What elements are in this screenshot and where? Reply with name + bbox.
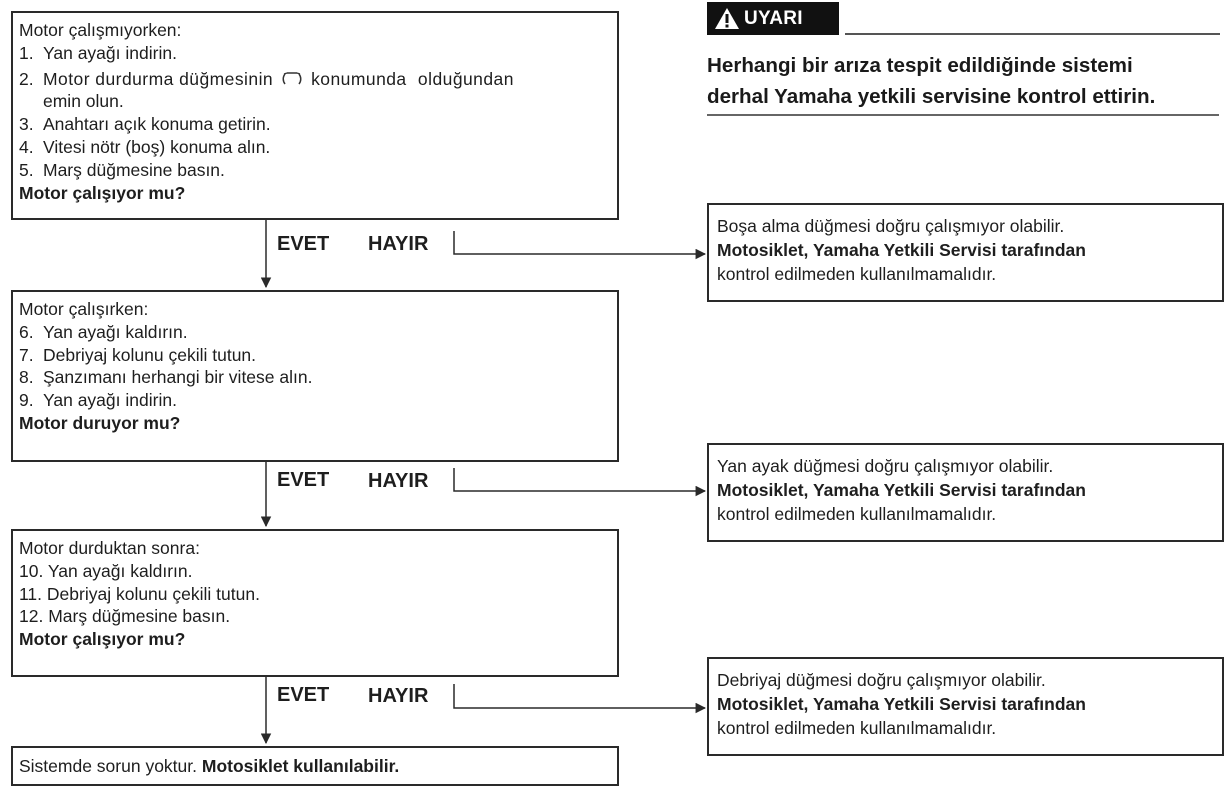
step-box-3 xyxy=(11,529,619,677)
warning-bottom-rule xyxy=(707,114,1219,116)
result-2-line-3: kontrol edilmeden kullanılmamalıdır. xyxy=(717,504,997,524)
step-item-8: 8. Şanzımanı herhangi bir vitese alın. xyxy=(19,367,313,388)
result-3-line-3: kontrol edilmeden kullanılmamalıdır. xyxy=(717,718,997,738)
no-branch-2 xyxy=(454,468,705,491)
result-2-line-1: Yan ayak düğmesi doğru çalışmıyor olabilir. xyxy=(717,456,1054,476)
yes-label-1: EVET xyxy=(277,233,330,255)
step-box-1 xyxy=(11,11,619,220)
step-box-2-header: Motor çalışırken: xyxy=(19,299,149,319)
result-1-line-1: Boşa alma düğmesi doğru çalışmıyor olabilir. xyxy=(717,216,1065,236)
no-label-3: HAYIR xyxy=(368,685,429,707)
warning-body xyxy=(707,50,1232,112)
final-box xyxy=(11,746,619,786)
result-1-line-2: Motosiklet, Yamaha Yetkili Servisi tarafından xyxy=(717,240,1086,260)
result-3-line-1: Debriyaj düğmesi doğru çalışmıyor olabilir. xyxy=(717,670,1046,690)
step-box-2-question: Motor duruyor mu? xyxy=(19,412,181,433)
final-text: Sistemde sorun yoktur. Motosiklet kullanılabilir. xyxy=(19,756,400,776)
warning-body-line-2: derhal Yamaha yetkili servisine kontrol ettirin. xyxy=(707,85,1156,108)
step-box-2 xyxy=(11,290,619,462)
step-item-1: 1. Yan ayağı indirin. xyxy=(19,42,177,63)
step-item-6: 6. Yan ayağı kaldırın. xyxy=(19,321,188,342)
warning-badge xyxy=(707,2,839,35)
step-item-10: 10. Yan ayağı kaldırın. xyxy=(19,560,193,581)
step-box-1-header: Motor çalışmıyorken: xyxy=(19,20,182,40)
warning-title-rule xyxy=(845,33,1220,35)
step-box-3-question: Motor çalışıyor mu? xyxy=(19,629,186,650)
yes-label-2: EVET xyxy=(277,469,330,491)
no-label-2: HAYIR xyxy=(368,470,429,492)
step-item-5: 5. Marş düğmesine basın. xyxy=(19,159,225,180)
step-item-7: 7. Debriyaj kolunu çekili tutun. xyxy=(19,344,257,365)
step-item-2: 2. Motor durdurma düğmesinin konumunda olduğundan emin olun. xyxy=(19,68,514,112)
step-item-3: 3. Anahtarı açık konuma getirin. xyxy=(19,114,271,135)
step-item-11: 11. Debriyaj kolunu çekili tutun. xyxy=(19,583,260,604)
result-box-2 xyxy=(707,443,1224,542)
step-item-12: 12. Marş düğmesine basın. xyxy=(19,606,231,627)
no-branch-1 xyxy=(454,231,705,254)
result-3-line-2: Motosiklet, Yamaha Yetkili Servisi tarafından xyxy=(717,694,1086,714)
result-box-1 xyxy=(707,203,1224,302)
warning-triangle-icon xyxy=(714,7,740,30)
result-1-line-3: kontrol edilmeden kullanılmamalıdır. xyxy=(717,264,997,284)
yes-label-3: EVET xyxy=(277,684,330,706)
step-item-4: 4. Vitesi nötr (boş) konuma alın. xyxy=(19,136,271,157)
result-2-line-2: Motosiklet, Yamaha Yetkili Servisi tarafından xyxy=(717,480,1086,500)
step-box-1-question: Motor çalışıyor mu? xyxy=(19,182,186,203)
result-box-3 xyxy=(707,657,1224,756)
step-box-3-header: Motor durduktan sonra: xyxy=(19,538,200,558)
engine-stop-switch-icon xyxy=(282,70,302,88)
step-item-9: 9. Yan ayağı indirin. xyxy=(19,390,177,411)
no-branch-3 xyxy=(454,684,705,708)
warning-title: UYARI xyxy=(744,7,803,29)
warning-body-line-1: Herhangi bir arıza tespit edildiğinde sistemi xyxy=(707,54,1133,77)
no-label-1: HAYIR xyxy=(368,233,429,255)
